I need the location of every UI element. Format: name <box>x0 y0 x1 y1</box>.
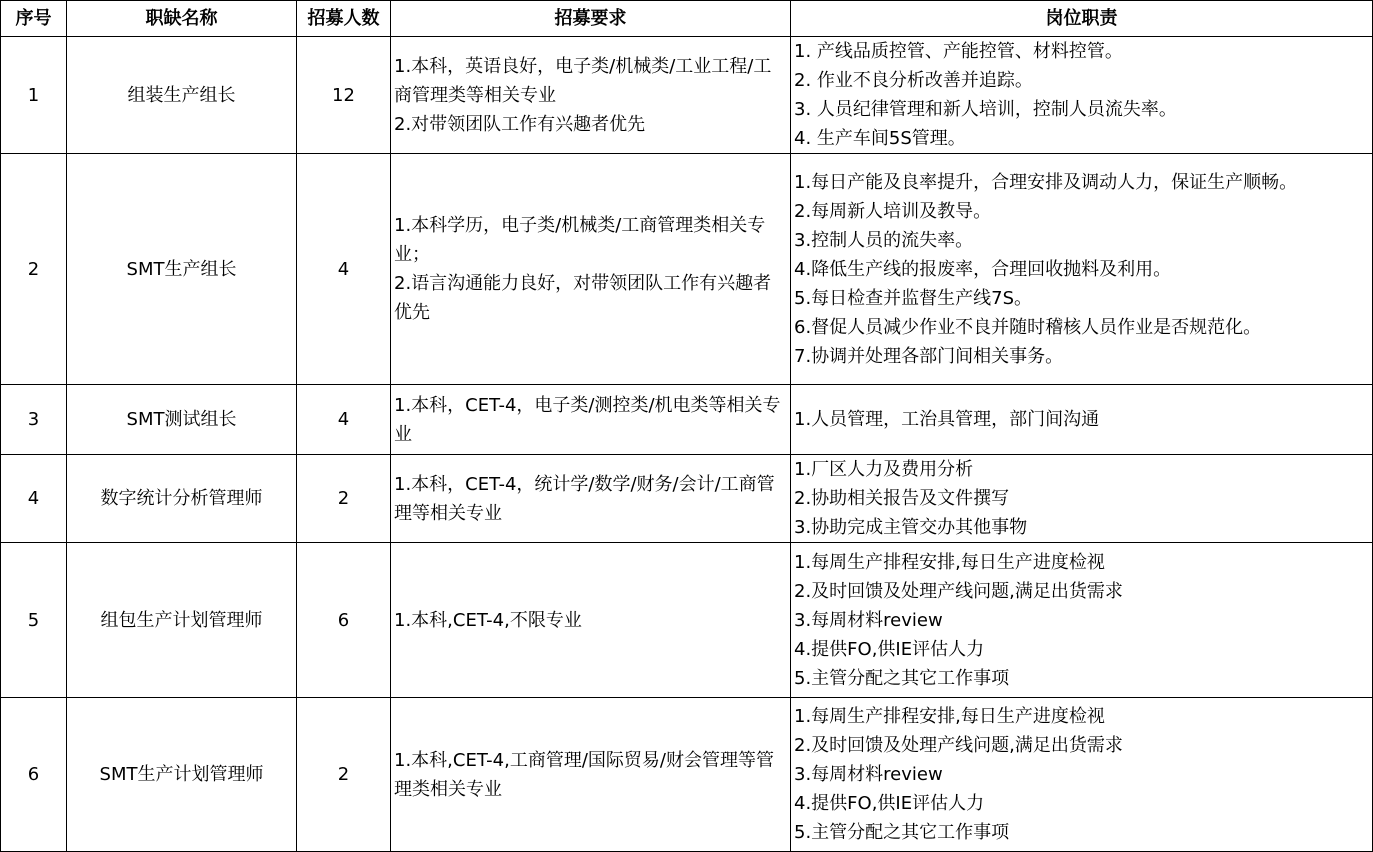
duty-line: 2. 作业不良分析改善并追踪。 <box>794 70 1033 91</box>
cell-title: SMT生产组长 <box>67 154 297 385</box>
cell-title: SMT生产计划管理师 <box>67 698 297 852</box>
cell-requirements <box>391 455 791 543</box>
duty-line: 3.控制人员的流失率。 <box>794 229 974 251</box>
header-row <box>1 1 1373 37</box>
requirement-line: 1.本科，CET-4，电子类/测控类/机电类等相关专业 <box>394 394 781 445</box>
cell-duties <box>791 154 1373 385</box>
cell-no: 3 <box>1 385 67 455</box>
table-row <box>1 698 1373 852</box>
header-duties: 岗位职责 <box>791 1 1373 37</box>
cell-duties <box>791 37 1373 154</box>
duty-line: 4.提供FO,供IE评估人力 <box>794 793 985 814</box>
cell-title: 组装生产组长 <box>67 37 297 154</box>
duty-line: 1.每周生产排程安排,每日生产进度检视 <box>794 551 1105 573</box>
duty-line: 4.降低生产线的报废率，合理回收抛料及利用。 <box>794 258 1172 280</box>
header-title: 职缺名称 <box>67 1 297 37</box>
table-row <box>1 543 1373 698</box>
duty-line: 1.每日产能及良率提升，合理安排及调动人力，保证生产顺畅。 <box>794 171 1298 193</box>
cell-requirements <box>391 385 791 455</box>
duty-line: 4.提供FO,供IE评估人力 <box>794 638 985 660</box>
duty-line: 3. 人员纪律管理和新人培训，控制人员流失率。 <box>794 99 1177 120</box>
cell-no: 6 <box>1 698 67 852</box>
duty-line: 1. 产线品质控管、产能控管、材料控管。 <box>794 41 1123 62</box>
requirement-line: 1.本科，CET-4，统计学/数学/财务/会计/工商管理等相关专业 <box>394 473 775 524</box>
header-requirements: 招募要求 <box>391 1 791 37</box>
duty-line: 2.及时回馈及处理产线问题,满足出货需求 <box>794 735 1123 756</box>
header-no: 序号 <box>1 1 67 37</box>
cell-duties <box>791 385 1373 455</box>
requirement-line: 1.本科，英语良好，电子类/机械类/工业工程/工商管理类等相关专业 <box>394 55 772 106</box>
cell-no: 2 <box>1 154 67 385</box>
cell-requirements <box>391 154 791 385</box>
table-row <box>1 154 1373 385</box>
requirement-line: 2.语言沟通能力良好，对带领团队工作有兴趣者优先 <box>394 273 772 323</box>
cell-title: 组包生产计划管理师 <box>67 543 297 698</box>
duty-line: 2.每周新人培训及教导。 <box>794 200 992 222</box>
cell-count: 12 <box>297 37 391 154</box>
cell-no: 5 <box>1 543 67 698</box>
duty-line: 1.每周生产排程安排,每日生产进度检视 <box>794 706 1105 727</box>
cell-no: 1 <box>1 37 67 154</box>
header-count: 招募人数 <box>297 1 391 37</box>
cell-count: 2 <box>297 698 391 852</box>
table-row <box>1 385 1373 455</box>
duty-line: 4. 生产车间5S管理。 <box>794 128 966 149</box>
cell-duties <box>791 455 1373 543</box>
cell-count: 2 <box>297 455 391 543</box>
cell-title: 数字统计分析管理师 <box>67 455 297 543</box>
table-row <box>1 455 1373 543</box>
duty-line: 7.协调并处理各部门间相关事务。 <box>794 345 1064 367</box>
cell-count: 4 <box>297 154 391 385</box>
cell-requirements <box>391 543 791 698</box>
duty-line: 5.主管分配之其它工作事项 <box>794 822 1010 843</box>
duty-line: 1.人员管理，工治具管理，部门间沟通 <box>794 409 1100 430</box>
cell-no: 4 <box>1 455 67 543</box>
duty-line: 3.协助完成主管交办其他事物 <box>794 517 1028 538</box>
cell-count: 4 <box>297 385 391 455</box>
duty-line: 2.协助相关报告及文件撰写 <box>794 488 1010 509</box>
duty-line: 2.及时回馈及处理产线问题,满足出货需求 <box>794 580 1123 602</box>
cell-count: 6 <box>297 543 391 698</box>
requirement-line: 1.本科,CET-4,不限专业 <box>394 609 582 631</box>
cell-duties <box>791 698 1373 852</box>
cell-duties <box>791 543 1373 698</box>
duty-line: 5.每日检查并监督生产线7S。 <box>794 287 1033 309</box>
cell-title: SMT测试组长 <box>67 385 297 455</box>
duty-line: 5.主管分配之其它工作事项 <box>794 667 1010 689</box>
requirement-line: 1.本科学历，电子类/机械类/工商管理类相关专业； <box>394 215 766 265</box>
requirement-line: 2.对带领团队工作有兴趣者优先 <box>394 113 646 135</box>
table-row <box>1 37 1373 154</box>
cell-requirements <box>391 698 791 852</box>
duty-line: 1.厂区人力及费用分析 <box>794 459 974 480</box>
duty-line: 3.每周材料review <box>794 609 943 631</box>
duty-line: 3.每周材料review <box>794 764 943 785</box>
requirement-line: 1.本科,CET-4,工商管理/国际贸易/财会管理等管理类相关专业 <box>394 749 774 800</box>
cell-requirements <box>391 37 791 154</box>
duty-line: 6.督促人员减少作业不良并随时稽核人员作业是否规范化。 <box>794 316 1262 338</box>
